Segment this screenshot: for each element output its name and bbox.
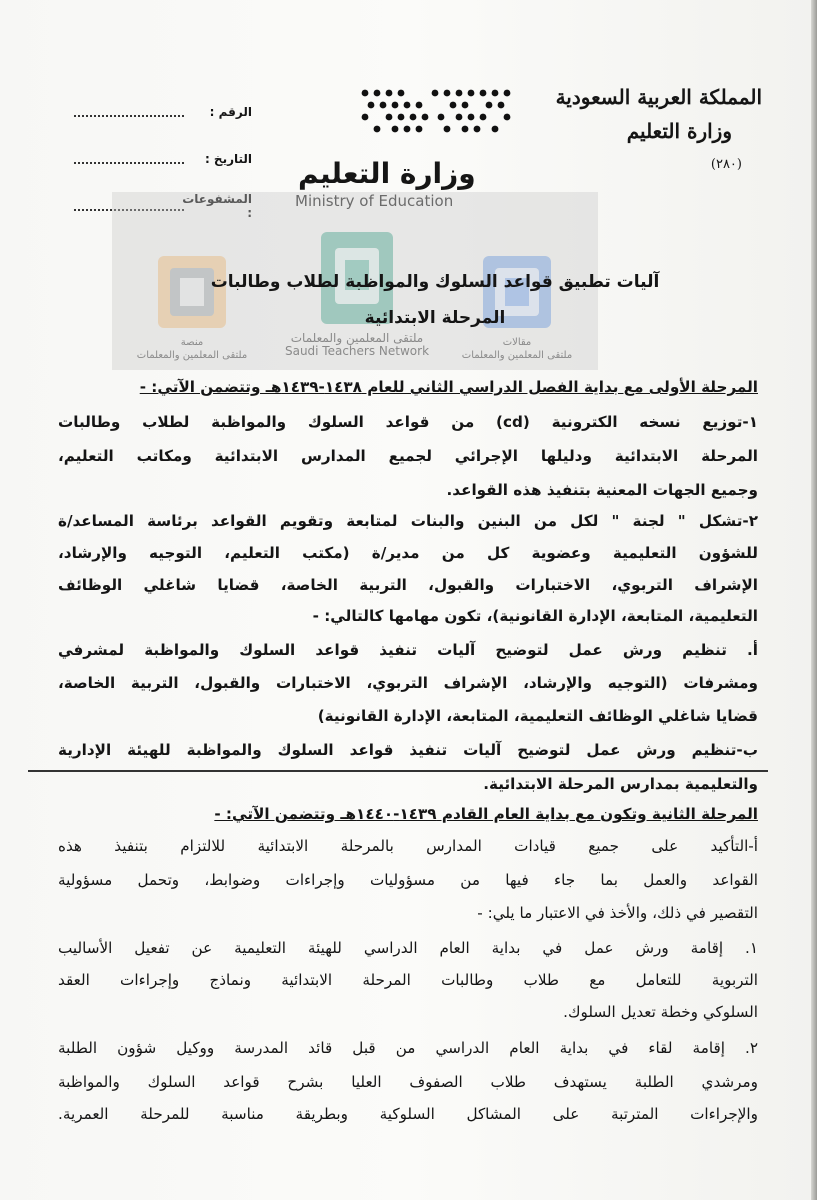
- document-title-line-1: آليات تطبيق قواعد السلوك والمواظبة لطلاب وطالبات: [210, 272, 660, 292]
- body-line: المرحلة الابتدائية ودليلها الإجرائي لجميع المدارس الابتدائية ومكاتب التعليم،: [58, 447, 758, 465]
- watermark-left-caption-1: منصة: [180, 337, 204, 348]
- watermark-right: [452, 252, 582, 362]
- ministry-name: وزارة التعليم: [626, 119, 732, 143]
- section-1-heading: المرحلة الأولى مع بداية الفصل الدراسي الثاني للعام ١٤٣٨-١٤٣٩هـ وتتضمن الآتي: -: [139, 378, 758, 396]
- body-line: قضايا شاغلي الوظائف التعليمية، المتابعة، الإدارة القانونية): [317, 707, 758, 725]
- body-line: ١. إقامة ورش عمل في بداية العام الدراسي للهيئة التعليمية عن تفعيل الأساليب: [58, 939, 758, 957]
- field-date-line: [74, 154, 184, 164]
- body-line: والإجراءات المترتبة على المشاكل السلوكية وبطريقة مناسبة للمرحلة العمرية.: [58, 1105, 758, 1123]
- body-line: ١-توزيع نسخه الكترونية (cd) من قواعد السلوك والمواظبة لطلاب وطالبات: [58, 413, 758, 431]
- logo-arabic-text: وزارة التعليم: [298, 157, 476, 190]
- body-line: للشؤون التعليمية وعضوية كل من مدير/ة (مكتب التعليم، التوجيه والإرشاد،: [58, 544, 758, 562]
- form-code: (٢٨٠): [710, 157, 742, 172]
- watermark-center: [272, 228, 442, 358]
- body-line: والتعليمية بمدارس المرحلة الابتدائية.: [483, 775, 758, 793]
- scan-edge: [811, 0, 817, 1200]
- body-line: الإشراف التربوي، الاختبارات والقبول، التربية الخاصة، قضايا شاغلي الوظائف: [58, 576, 758, 594]
- body-line: التقصير في ذلك، والأخذ في الاعتبار ما يلي: -: [477, 904, 758, 922]
- field-date: [62, 135, 252, 182]
- logo-english-text: Ministry of Education: [295, 192, 454, 210]
- body-line: أ-التأكيد على جميع قيادات المدارس بالمرحلة الابتدائية للالتزام بتنفيذ هذه: [58, 837, 758, 855]
- body-line: السلوكي وخطة تعديل السلوك.: [563, 1003, 758, 1021]
- body-line: القواعد والعمل بما جاء فيها من مسؤوليات وإجراءات وضوابط، وتحمل مسؤولية: [58, 871, 758, 889]
- field-number: [62, 88, 252, 135]
- body-line: ومشرفات (التوجيه والإرشاد، الإشراف التربوي، الاختبارات والقبول، التربية الخاصة،: [58, 674, 758, 692]
- scan-fold-line: [28, 770, 768, 772]
- body-line: ومرشدي الطلبة يستهدف طلاب الصفوف العليا بشرح قواعد السلوك والمواظبة: [58, 1073, 758, 1091]
- body-line: ٢-تشكل " لجنة " لكل من البنين والبنات لمتابعة وتقويم القواعد برئاسة المساعد/ة: [58, 512, 758, 530]
- watermark-center-caption-2: Saudi Teachers Network: [284, 344, 430, 358]
- watermark-right-caption-1: مقالات: [502, 337, 532, 348]
- kingdom-name: المملكة العربية السعودية: [555, 85, 762, 109]
- field-number-line: [74, 107, 184, 117]
- document-title-line-2: المرحلة الابتدائية: [364, 308, 506, 328]
- watermark-right-caption-2: ملتقى المعلمين والمعلمات: [461, 350, 573, 361]
- body-line: أ. تنظيم ورش عمل لتوضيح آليات تنفيذ قواعد السلوك والمواظبة لمشرفي: [58, 641, 758, 659]
- section-2-heading: المرحلة الثانية وتكون مع بداية العام القادم ١٤٣٩-١٤٤٠هـ وتتضمن الآتي: -: [214, 805, 758, 823]
- body-line: التعليمية، المتابعة، الإدارة القانونية)، تكون مهامها كالتالي: -: [312, 607, 758, 625]
- body-line: وجميع الجهات المعنية بتنفيذ هذه القواعد.: [446, 481, 758, 499]
- body-line: ٢. إقامة لقاء في بداية العام الدراسي من قبل قائد المدرسة ووكيل شؤون الطلبة: [58, 1039, 758, 1057]
- body-line: ب-تنظيم ورش عمل لتوضيح آليات تنفيذ قواعد السلوك والمواظبة للهيئة الإدارية: [58, 741, 758, 759]
- field-attachments-label: المشفوعات :: [182, 191, 252, 220]
- watermark-center-caption-1: ملتقى المعلمين والمعلمات: [290, 331, 424, 345]
- body-line: التربوية للتعامل مع طلاب وطالبات المرحلة الابتدائية ونماذج وإجراءات العقد: [58, 971, 758, 989]
- watermark-left-caption-2: ملتقى المعلمين والمعلمات: [136, 350, 248, 361]
- watermark-left: [132, 252, 252, 362]
- letterhead-right: [556, 85, 762, 172]
- field-number-label: الرقم :: [209, 104, 252, 119]
- field-date-label: التاريخ :: [204, 151, 252, 166]
